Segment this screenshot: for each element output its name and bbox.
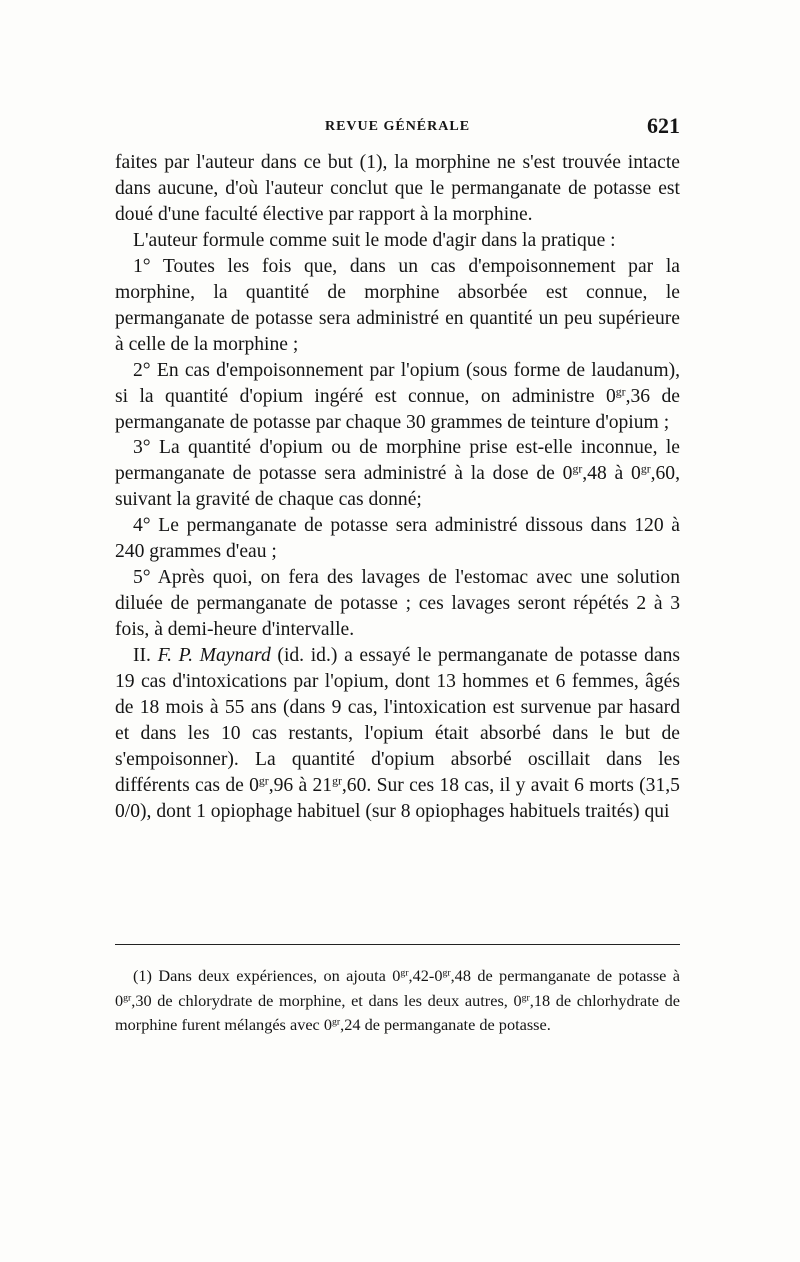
footnote-rule xyxy=(115,944,680,945)
paragraph-mode-intro: L'auteur formule comme suit le mode d'agir dans la pratique : xyxy=(133,229,616,251)
paragraph-maynard xyxy=(115,643,680,825)
paragraph-item-5: 5° Après quoi, on fera des lavages de l'estomac avec une solution diluée de permanganate de potasse ; ces lavages seront répétés 2 à 3 fois, à demi-heure d'intervalle. xyxy=(115,567,680,641)
footnote-text: (1) Dans deux expériences, on ajouta $0^{gr},42-0^{gr},48$ de permanganate de potasse à $0^{gr},30$ de chlorydrate de morphine, et dans les deux autres, $0^{gr},18$ de chlorhydrate de morphine furent mélangés avec $0^{gr},24$ de permanganate de potasse. xyxy=(115,966,680,1034)
running-title: REVUE GÉNÉRALE xyxy=(324,119,471,134)
paragraph-item-2: 2° En cas d'empoisonnement par l'opium (sous forme de laudanum), si la quantité d'opium ingéré est connue, on administre $0^{gr},36$ de permanganate de potasse par chaque 30 grammes de teinture d'opium ; xyxy=(115,359,680,433)
paragraph-maynard-text: (id. id.) a essayé le permanganate de potasse dans 19 cas d'intoxications par l'opium, dont 13 hommes et 6 femmes, âgés de 18 mois à 55 ans (dans 9 cas, l'intoxication est survenue par hasard et dans les 10 cas restants, l'opium était absorbé dans le but de s'empoisonner). La quantité d'opium absorbé oscillait dans les différents cas de $0^{gr},96$ à $21^{gr},60$. Sur ces 18 cas, il y avait 6 morts (31,5 0/0), dont 1 opiophage habituel (sur 8 opiophages habituels traités) qui xyxy=(115,645,680,822)
page-number: 621 xyxy=(647,113,680,138)
footnote xyxy=(115,964,680,1038)
section-number: II. xyxy=(133,645,158,667)
paragraph-item-3: 3° La quantité d'opium ou de morphine prise est-elle inconnue, le permanganate de potasse sera administré à la dose de $0^{gr},48$ à $0^{gr},60$, suivant la gravité de chaque cas donné; xyxy=(115,437,680,511)
running-head xyxy=(115,113,680,141)
paragraph-continuation: faites par l'auteur dans ce but (1), la morphine ne s'est trouvée intacte dans aucune, d'où l'auteur conclut que le permanganate de potasse est doué d'une faculté élective par rapport à la morphine. xyxy=(115,152,680,225)
paragraph-item-1: 1° Toutes les fois que, dans un cas d'empoisonnement par la morphine, la quantité de morphine absorbée est connue, le permanganate de potasse sera administré en quantité un peu supérieure à celle de la morphine ; xyxy=(115,255,680,355)
author-name: F. P. Maynard xyxy=(157,645,271,667)
body-text xyxy=(115,150,680,825)
paragraph-item-4: 4° Le permanganate de potasse sera administré dissous dans 120 à 240 grammes d'eau ; xyxy=(115,515,680,563)
